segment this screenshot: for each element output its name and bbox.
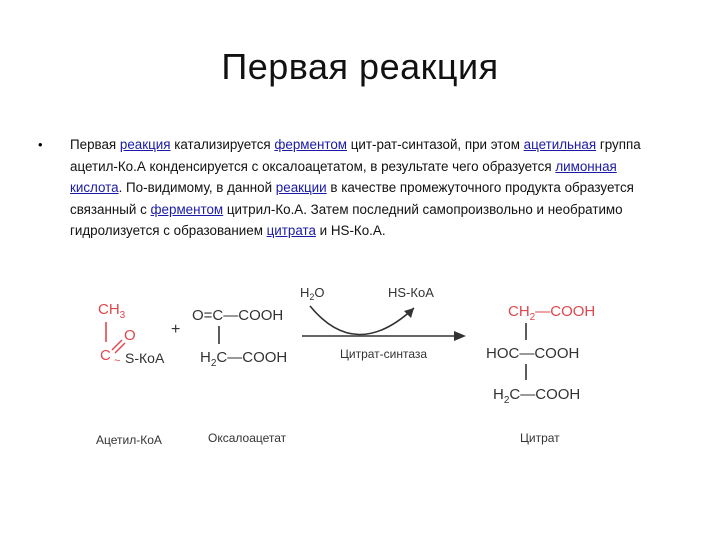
oxaloacetate-row-1: O=C—COOH <box>192 307 284 324</box>
s-coa-text: S-КоА <box>125 350 165 366</box>
hs-coa-label: HS-КоА <box>388 285 434 300</box>
acetyl-coa-label: Ацетил-КоА <box>96 433 162 447</box>
acetyl-carbon: C <box>100 347 111 364</box>
citrate-structure <box>486 303 595 406</box>
inline-link[interactable]: ферментом <box>150 201 224 217</box>
acetyl-double-bond-1 <box>112 340 122 350</box>
inline-link[interactable]: ацетильная <box>523 137 597 152</box>
slide-title: Первая реакция <box>221 46 499 87</box>
acetyl-double-bond-2 <box>115 343 125 353</box>
plus-sign: + <box>171 321 181 338</box>
paragraph-text: катализируется <box>170 137 275 152</box>
acetyl-ch3: $CH_3$ <box>98 301 126 321</box>
inline-link[interactable]: реакция <box>119 137 171 152</box>
bullet-marker: • <box>38 137 43 152</box>
water-label: $H_2O$ <box>300 285 325 302</box>
citrate-row-2: HOC—COOH <box>486 345 580 362</box>
citrate-row-1: $CH_2—COOH$ <box>508 303 596 323</box>
reaction-arrow <box>300 285 466 361</box>
oxaloacetate-label: Оксалоацетат <box>208 431 287 445</box>
paragraph-text: и HS-Ко.А. <box>315 223 386 239</box>
paragraph-text: группа ацетил-Ко.А конденсируется с оксалоацетатом, в результате чего образуется <box>70 137 641 174</box>
citrate-row-3: $H_2C—COOH$ <box>493 386 581 406</box>
citrate-label: Цитрат <box>520 431 560 445</box>
oxaloacetate-structure <box>192 307 287 369</box>
paragraph-text: . По-видимому, в данной <box>118 180 276 196</box>
reaction-scheme <box>88 278 648 458</box>
paragraph-text: цит-рат-синтазой, при этом <box>347 137 524 152</box>
acetyl-oxygen: O <box>124 327 136 344</box>
paragraph-text: Первая <box>70 137 120 152</box>
enzyme-label: Цитрат-синтаза <box>340 347 428 361</box>
bullet-paragraph <box>70 134 648 242</box>
inline-link[interactable]: цитрата <box>266 223 316 239</box>
main-arrow-head <box>454 331 466 341</box>
inline-link[interactable]: ферментом <box>274 137 347 152</box>
curved-arrow-head <box>404 308 414 318</box>
inline-link[interactable]: лимонная кислота <box>70 158 617 196</box>
curved-arrow <box>310 306 414 335</box>
acetyl-bond-s: ~ <box>114 355 121 367</box>
oxaloacetate-row-2: $H_2C—COOH$ <box>200 349 288 369</box>
inline-link[interactable]: реакции <box>275 180 327 196</box>
paragraph-text: в качестве промежуточного продукта образуется связанный с <box>70 180 634 217</box>
paragraph-text: цитрил-Ко.А. Затем последний самопроизвольно и необратимо гидролизуется с образованием <box>70 201 623 239</box>
bullet-item <box>38 134 648 242</box>
